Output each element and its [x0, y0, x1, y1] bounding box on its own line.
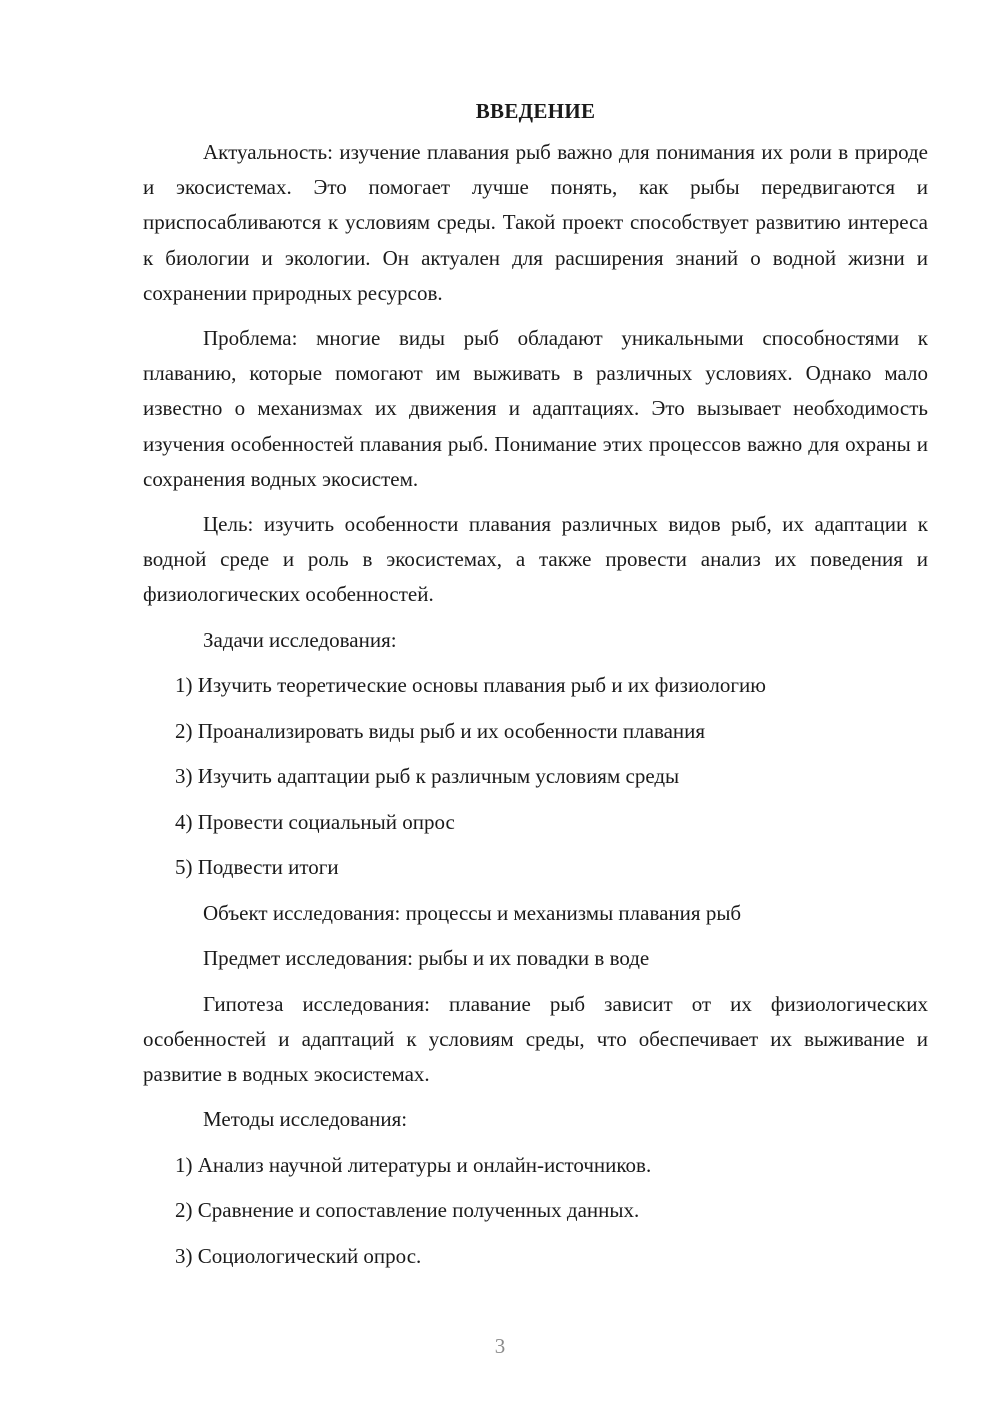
task-item-1: 1) Изучить теоретические основы плавания рыб и их физиологию: [175, 673, 766, 698]
methods-heading: Методы исследования:: [203, 1107, 408, 1132]
method-item-1: 1) Анализ научной литературы и онлайн-источников.: [175, 1152, 652, 1177]
page-content: [143, 94, 928, 1284]
task-item-4: 4) Провести социальный опрос: [175, 809, 455, 834]
hypothesis-paragraph: Гипотеза исследования: плавание рыб зависит от их физиологических особенностей и адаптаций к условиям среды, что обеспечивает их выживание и развитие в водных экосистемах.: [143, 991, 928, 1087]
tasks-heading: Задачи исследования:: [203, 627, 397, 652]
problem-paragraph: Проблема: многие виды рыб обладают уникальными способностями к плаванию, которые помогают им выживать в различных условиях. Однако мало известно о механизмах их движения и адаптациях. Это вызывает необходимость изучения особенностей плавания рыб. Понимание этих процессов важно для охраны и сохранения водных экосистем.: [143, 326, 928, 491]
method-item-2: 2) Сравнение и сопоставление полученных данных.: [175, 1198, 640, 1223]
task-item-3: 3) Изучить адаптации рыб к различным условиям среды: [175, 764, 680, 789]
research-object: Объект исследования: процессы и механизмы плавания рыб: [203, 900, 742, 925]
goal-paragraph: Цель: изучить особенности плавания различных видов рыб, их адаптации к водной среде и роль в экосистемах, а также провести анализ их поведения и физиологических особенностей.: [143, 512, 928, 607]
research-subject: Предмет исследования: рыбы и их повадки в воде: [203, 946, 650, 971]
relevance-paragraph: Актуальность: изучение плавания рыб важно для понимания их роли в природе и экосистемах. Это помогает лучше понять, как рыбы передвигаются и приспосабливаются к условиям среды. Такой проект способствует развитию интереса к биологии и экологии. Он актуален для расширения знаний о водной жизни и сохранении природных ресурсов.: [143, 140, 928, 305]
task-item-5: 5) Подвести итоги: [175, 855, 339, 880]
task-item-2: 2) Проанализировать виды рыб и их особенности плавания: [175, 718, 706, 743]
method-item-3: 3) Социологический опрос.: [175, 1243, 422, 1268]
section-title: ВВЕДЕНИЕ: [475, 99, 596, 123]
page-number: 3: [494, 1334, 506, 1358]
